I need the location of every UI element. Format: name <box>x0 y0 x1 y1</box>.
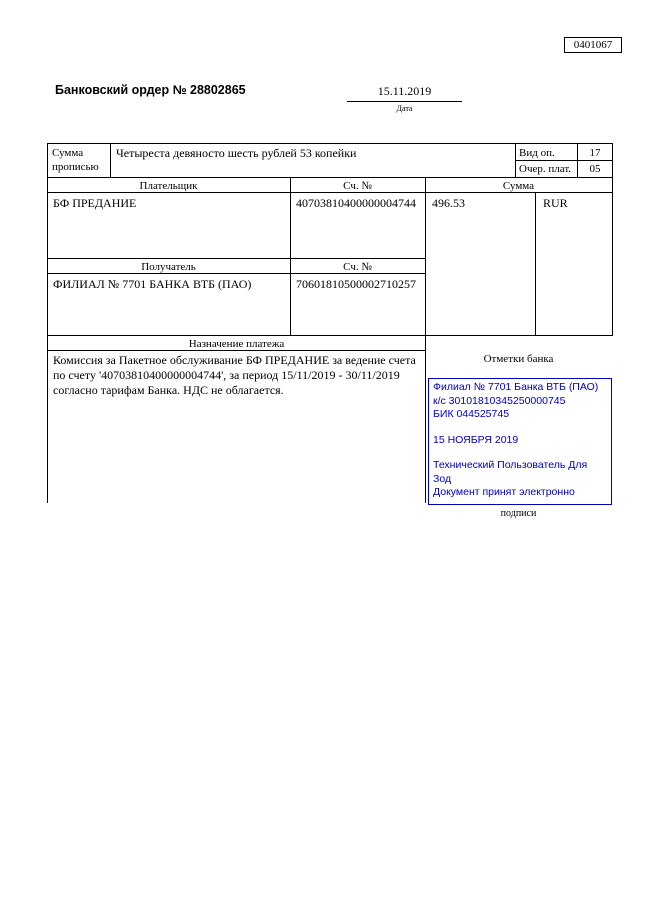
payee-header: Получатель <box>141 261 196 273</box>
op-type-value: 17 <box>589 147 601 159</box>
stamp-corr-account: к/с 30101810345250000745 <box>433 394 566 407</box>
form-code: 0401067 <box>573 39 613 51</box>
stamp-bik: БИК 044525745 <box>433 408 510 420</box>
table-line-right-border <box>612 143 613 336</box>
table-line-name-account-split <box>290 177 291 335</box>
table-line-left-border <box>47 143 48 503</box>
table-line-optype-split <box>515 160 613 161</box>
bank-marks-header: Отметки банка <box>483 353 554 365</box>
payee-name: ФИЛИАЛ № 7701 БАНКА ВТБ (ПАО) <box>53 277 252 291</box>
table-line-optype-left <box>515 143 516 177</box>
date-underline <box>347 101 462 102</box>
table-line-amountlabel-right <box>110 143 111 177</box>
op-type-label: Вид оп. <box>519 147 555 159</box>
priority-label: Очер. плат. <box>519 163 572 175</box>
amount-words-label-line2: прописью <box>52 161 99 173</box>
amount-words-label-line1: Сумма <box>52 147 84 159</box>
priority-value: 05 <box>589 163 601 175</box>
bank-stamp <box>428 378 612 505</box>
sum-value: 496.53 <box>432 196 465 210</box>
stamp-user: Технический Пользователь Для Зод <box>433 459 588 485</box>
signatures-label: подписи <box>500 508 537 519</box>
stamp-spacer <box>433 447 607 459</box>
table-line-purpose-top <box>47 335 613 336</box>
table-line-payee-top <box>47 258 426 259</box>
payee-account: 70601810500002710257 <box>296 277 416 291</box>
amount-words: Четыреста девяносто шесть рублей 53 копейки <box>116 146 357 160</box>
sum-currency: RUR <box>543 196 568 210</box>
payer-account: 40703810400000004744 <box>296 196 416 210</box>
table-line-top <box>47 143 613 144</box>
payer-name: БФ ПРЕДАНИЕ <box>53 196 137 210</box>
purpose-header: Назначение платежа <box>188 338 285 350</box>
table-line-row1-bottom <box>47 177 613 178</box>
sum-header: Сумма <box>502 180 535 192</box>
stamp-branch: Филиал № 7701 Банка ВТБ (ПАО) <box>433 381 599 393</box>
payer-account-header: Сч. № <box>343 180 372 192</box>
table-line-sum-currency-split <box>535 192 536 335</box>
stamp-status: Документ принят электронно <box>433 486 575 498</box>
document-title: Банковский ордер № 28802865 <box>55 83 246 97</box>
payee-account-header: Сч. № <box>343 261 372 273</box>
date-value: 15.11.2019 <box>377 84 432 98</box>
stamp-spacer <box>433 422 607 434</box>
payer-header: Плательщик <box>139 180 198 192</box>
purpose-text: Комиссия за Пакетное обслуживание БФ ПРЕДАНИЕ за ведение счета по счету '40703810400000004744', за период 15/11/2019 - 30/11/2019 согласно тарифам Банка. НДС не облагается. <box>53 353 416 397</box>
stamp-date: 15 НОЯБРЯ 2019 <box>433 433 519 446</box>
form-code-box <box>564 37 622 53</box>
date-label: Дата <box>396 104 413 113</box>
